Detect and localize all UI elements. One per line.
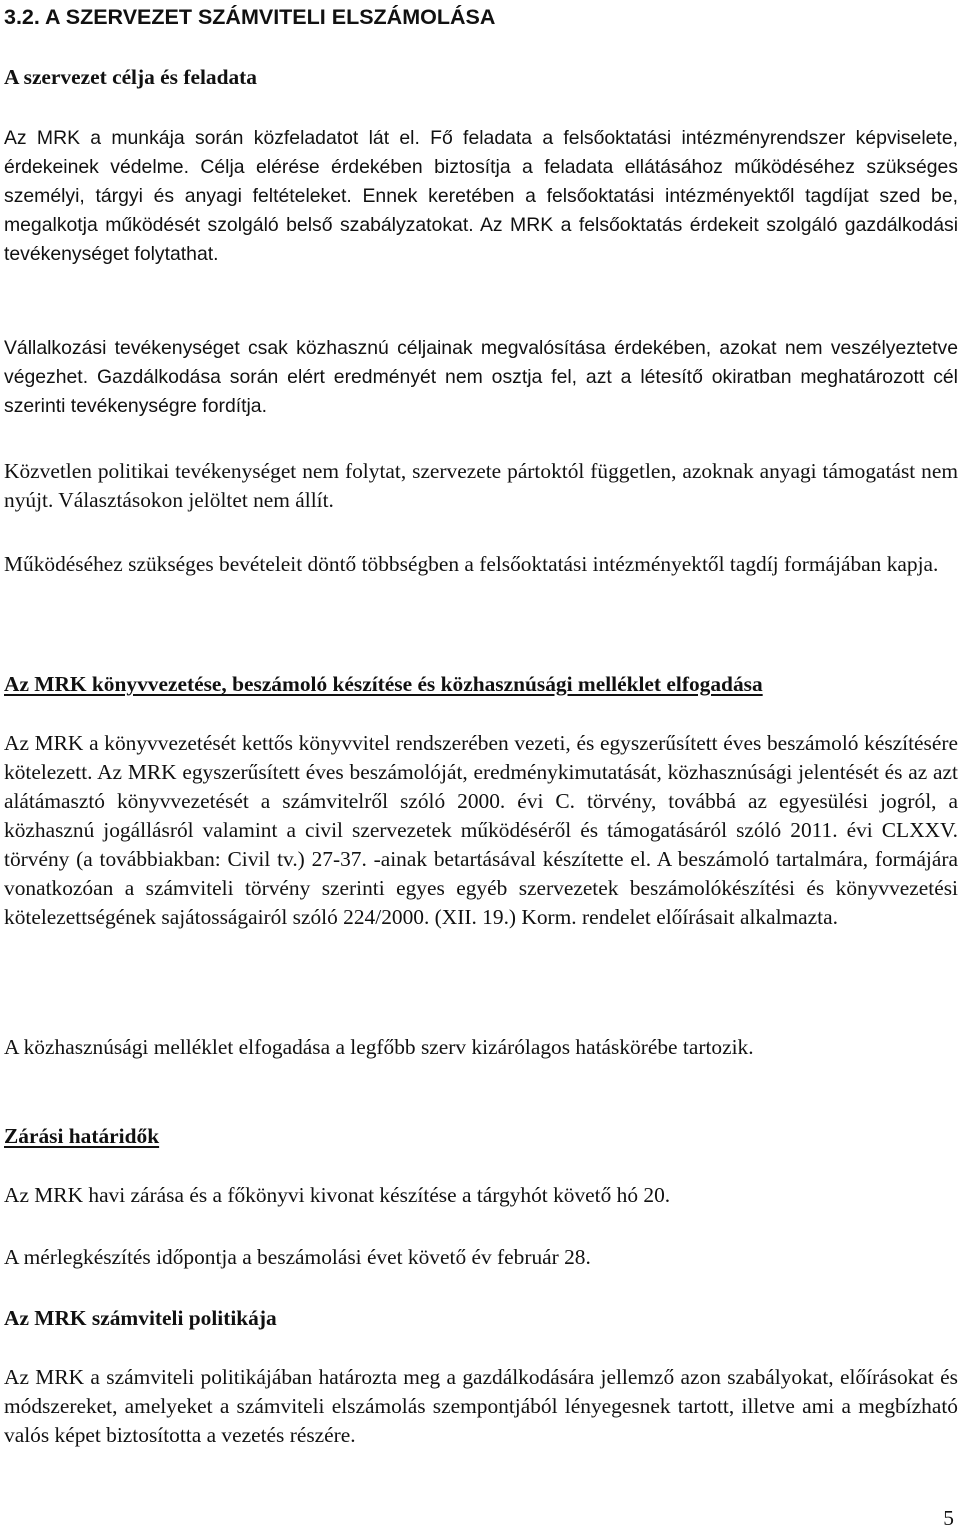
paragraph-bookkeeping: Az MRK a könyvvezetését kettős könyvvitel rendszerében vezeti, és egyszerűsített éves beszámoló készítésére kötelezett. Az MRK egyszerűsített éves beszámolóját, eredménykimutatását, közhasznúsági jelentését és az azt alátámasztó könyvvezetését a számvitelről szóló 2000. évi C. törvény, továbbá az egyesülési jogról, a közhasznú jogállásról valamint a civil szervezetek működéséről és támogatásáról szóló 2011. évi CLXXV. törvény (a továbbiakban: Civil tv.) 27-37. -ainak betartásával készítette el. A beszámoló tartalmára, formájára vonatkozóan a számviteli törvény szerinti egyes egyéb szervezetek beszámolókészítési és könyvvezetési kötelezettségének sajátosságairól szóló 224/2000. (XII. 19.) Korm. rendelet előírásait alkalmazta. [4,731,958,929]
paragraph-business-activity: Vállalkozási tevékenységet csak közhasznú céljainak megvalósítása érdekében, azokat nem veszélyeztetve végezhet. Gazdálkodása során elért eredményét nem osztja fel, azt a létesítő okiratban meghatározott cél szerinti tevékenységre fordítja. [4,337,958,417]
paragraph-political-activity: Közvetlen politikai tevékenységet nem folytat, szervezete pártoktól független, azoknak anyagi támogatást nem nyújt. Választásokon jelöltet nem állít. [4,459,958,512]
paragraph-accounting-policy: Az MRK a számviteli politikájában határozta meg a gazdálkodására jellemző azon szabályokat, előírásokat és módszereket, amelyeket a számviteli elszámolás szempontjából lényegesnek tartott, illetve ami a megbízható valós képet biztosította a vezetés részére. [4,1365,958,1447]
paragraph-monthly-closing: Az MRK havi zárása és a főkönyvi kivonat készítése a tárgyhót követő hó 20. [4,1183,671,1207]
heading-closing-deadlines: Zárási határidők [4,1124,160,1148]
paragraph-annex-approval: A közhasznúsági melléklet elfogadása a legfőbb szerv kizárólagos hatáskörébe tartozik. [4,1035,754,1059]
paragraph-revenue: Működéséhez szükséges bevételeit döntő többségben a felsőoktatási intézményektől tagdíj formájában kapja. [4,552,939,576]
page-number: 5 [943,1506,954,1530]
heading-bookkeeping: Az MRK könyvvezetése, beszámoló készítése és közhasznúsági melléklet elfogadása [4,672,763,696]
heading-purpose: A szervezet célja és feladata [4,65,258,89]
section-title: 3.2. A SZERVEZET SZÁMVITELI ELSZÁMOLÁSA [4,5,496,29]
heading-accounting-policy: Az MRK számviteli politikája [4,1306,277,1330]
paragraph-tasks: Az MRK a munkája során közfeladatot lát el. Fő feladata a felsőoktatási intézményrendszer képviselete, érdekeinek védelme. Célja elérése érdekében biztosítja a feladata ellátásához működéséhez szükséges személyi, tárgyi és anyagi feltételeket. Ennek keretében a felsőoktatási intézményektől tagdíjat szed be, megalkotja működését szolgáló belső szabályzatokat. Az MRK a felsőoktatás érdekeit szolgáló gazdálkodási tevékenységet folytathat. [4,127,958,265]
paragraph-balance-date: A mérlegkészítés időpontja a beszámolási évet követő év február 28. [4,1245,591,1269]
